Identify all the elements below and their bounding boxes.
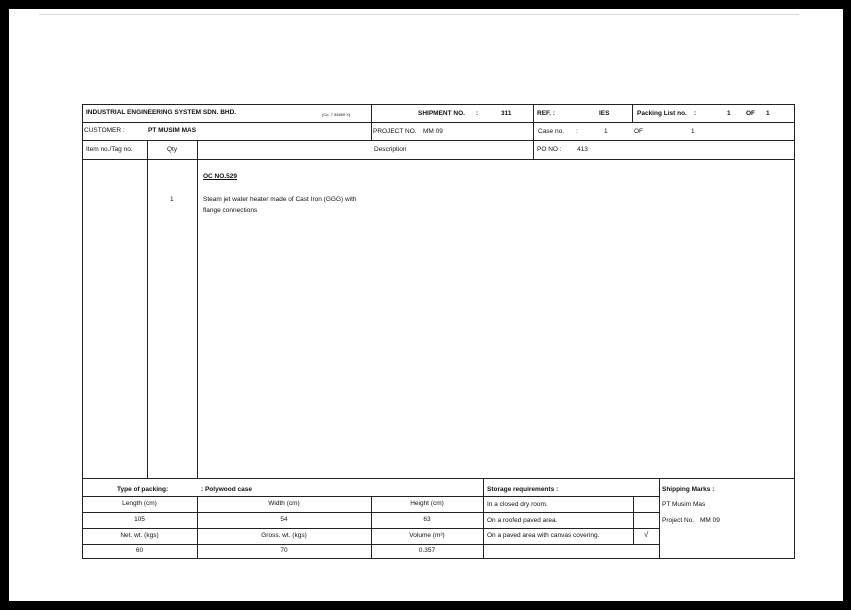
po-no-label: PO NO : — [537, 146, 562, 153]
company-reg-no: (Co. 7 54669 X) — [322, 112, 351, 117]
shipping-marks-title: Shipping Marks : — [662, 486, 715, 493]
ref-value: IES — [599, 110, 610, 117]
case-of-label: OF — [634, 128, 644, 135]
rule — [82, 478, 794, 479]
shipment-no-colon: : — [476, 110, 479, 117]
volume-value: 0.357 — [418, 547, 436, 554]
check-mark-icon: √ — [644, 530, 649, 539]
project-no-value: MM 09 — [423, 128, 443, 135]
packing-type-label: Type of packing: — [117, 486, 169, 493]
rule — [82, 528, 484, 529]
project-no-label: PROJECT NO. — [373, 128, 417, 135]
item-description-line-1: Steam jet water heater made of Cast Iron (GGG) with — [203, 196, 357, 203]
shipment-no-value: 311 — [501, 110, 512, 117]
width-header: Width (cm) — [268, 500, 300, 507]
shipping-marks-project-value: MM 09 — [700, 517, 720, 524]
shipping-marks-project-label: Project No. — [662, 517, 695, 524]
case-no-label: Case no. — [538, 128, 565, 135]
rule — [197, 140, 198, 479]
gross-weight-value: 70 — [280, 547, 288, 554]
volume-header: Volume (m³) — [409, 532, 445, 539]
description-header: Description — [374, 146, 407, 153]
case-total: 1 — [691, 128, 695, 135]
po-no-value: 413 — [577, 146, 588, 153]
storage-option-closed-room: In a closed dry room. — [487, 501, 548, 508]
company-name: INDUSTRIAL ENGINEERING SYSTEM SDN. BHD. — [86, 109, 237, 116]
ref-label: REF. : — [537, 110, 556, 117]
rule — [82, 512, 484, 513]
case-no-value: 1 — [604, 128, 608, 135]
net-weight-value: 60 — [135, 547, 144, 554]
net-weight-header: Net. wt. (kgs) — [120, 532, 159, 539]
rule — [632, 104, 633, 123]
packing-type-value: : Polywood case — [201, 486, 252, 493]
packing-list-total: 1 — [766, 110, 770, 117]
rule — [483, 478, 484, 559]
packing-list-label: Packing List no. — [637, 110, 687, 117]
rule — [82, 544, 484, 545]
rule — [371, 104, 372, 141]
rule — [82, 558, 794, 559]
packing-list-no: 1 — [727, 110, 731, 117]
gross-weight-header: Gross. wt. (kgs) — [261, 532, 307, 539]
rule — [533, 104, 534, 160]
rule — [659, 478, 660, 559]
height-value: 63 — [423, 516, 431, 523]
rule — [82, 104, 794, 105]
storage-title: Storage requirements : — [487, 486, 559, 493]
rule — [484, 544, 660, 545]
rule — [794, 104, 795, 559]
customer-value: PT MUSIM MAS — [148, 127, 197, 134]
rule — [82, 140, 794, 141]
rule — [147, 140, 148, 479]
rule — [82, 496, 484, 497]
shipping-marks-line-1: PT Musim Mas — [662, 501, 706, 508]
case-no-colon: : — [576, 128, 578, 135]
packing-list-colon: : — [694, 110, 697, 117]
rule — [82, 159, 794, 160]
qty-header: Qty — [167, 146, 178, 153]
page-top-rule — [39, 14, 799, 15]
storage-option-roofed-area: On a roofed paved area. — [487, 517, 558, 524]
rule — [82, 122, 794, 123]
width-value: 54 — [280, 516, 288, 523]
oc-number: OC NO.529 — [203, 173, 237, 180]
length-header: Length (cm) — [122, 500, 157, 507]
packing-list-of: OF — [746, 110, 756, 117]
shipment-no-label: SHIPMENT NO. — [418, 110, 465, 117]
storage-option-canvas-covering: On a paved area with canvas covering. — [487, 532, 600, 539]
length-value: 105 — [134, 516, 145, 523]
item-qty: 1 — [170, 196, 174, 203]
item-description-line-2: flange connections — [203, 207, 258, 214]
height-header: Height (cm) — [410, 500, 444, 507]
item-tag-header: Item no./Tag no. — [86, 146, 133, 153]
rule — [82, 104, 83, 559]
customer-label: CUSTOMER : — [84, 127, 125, 134]
rule — [633, 496, 634, 544]
